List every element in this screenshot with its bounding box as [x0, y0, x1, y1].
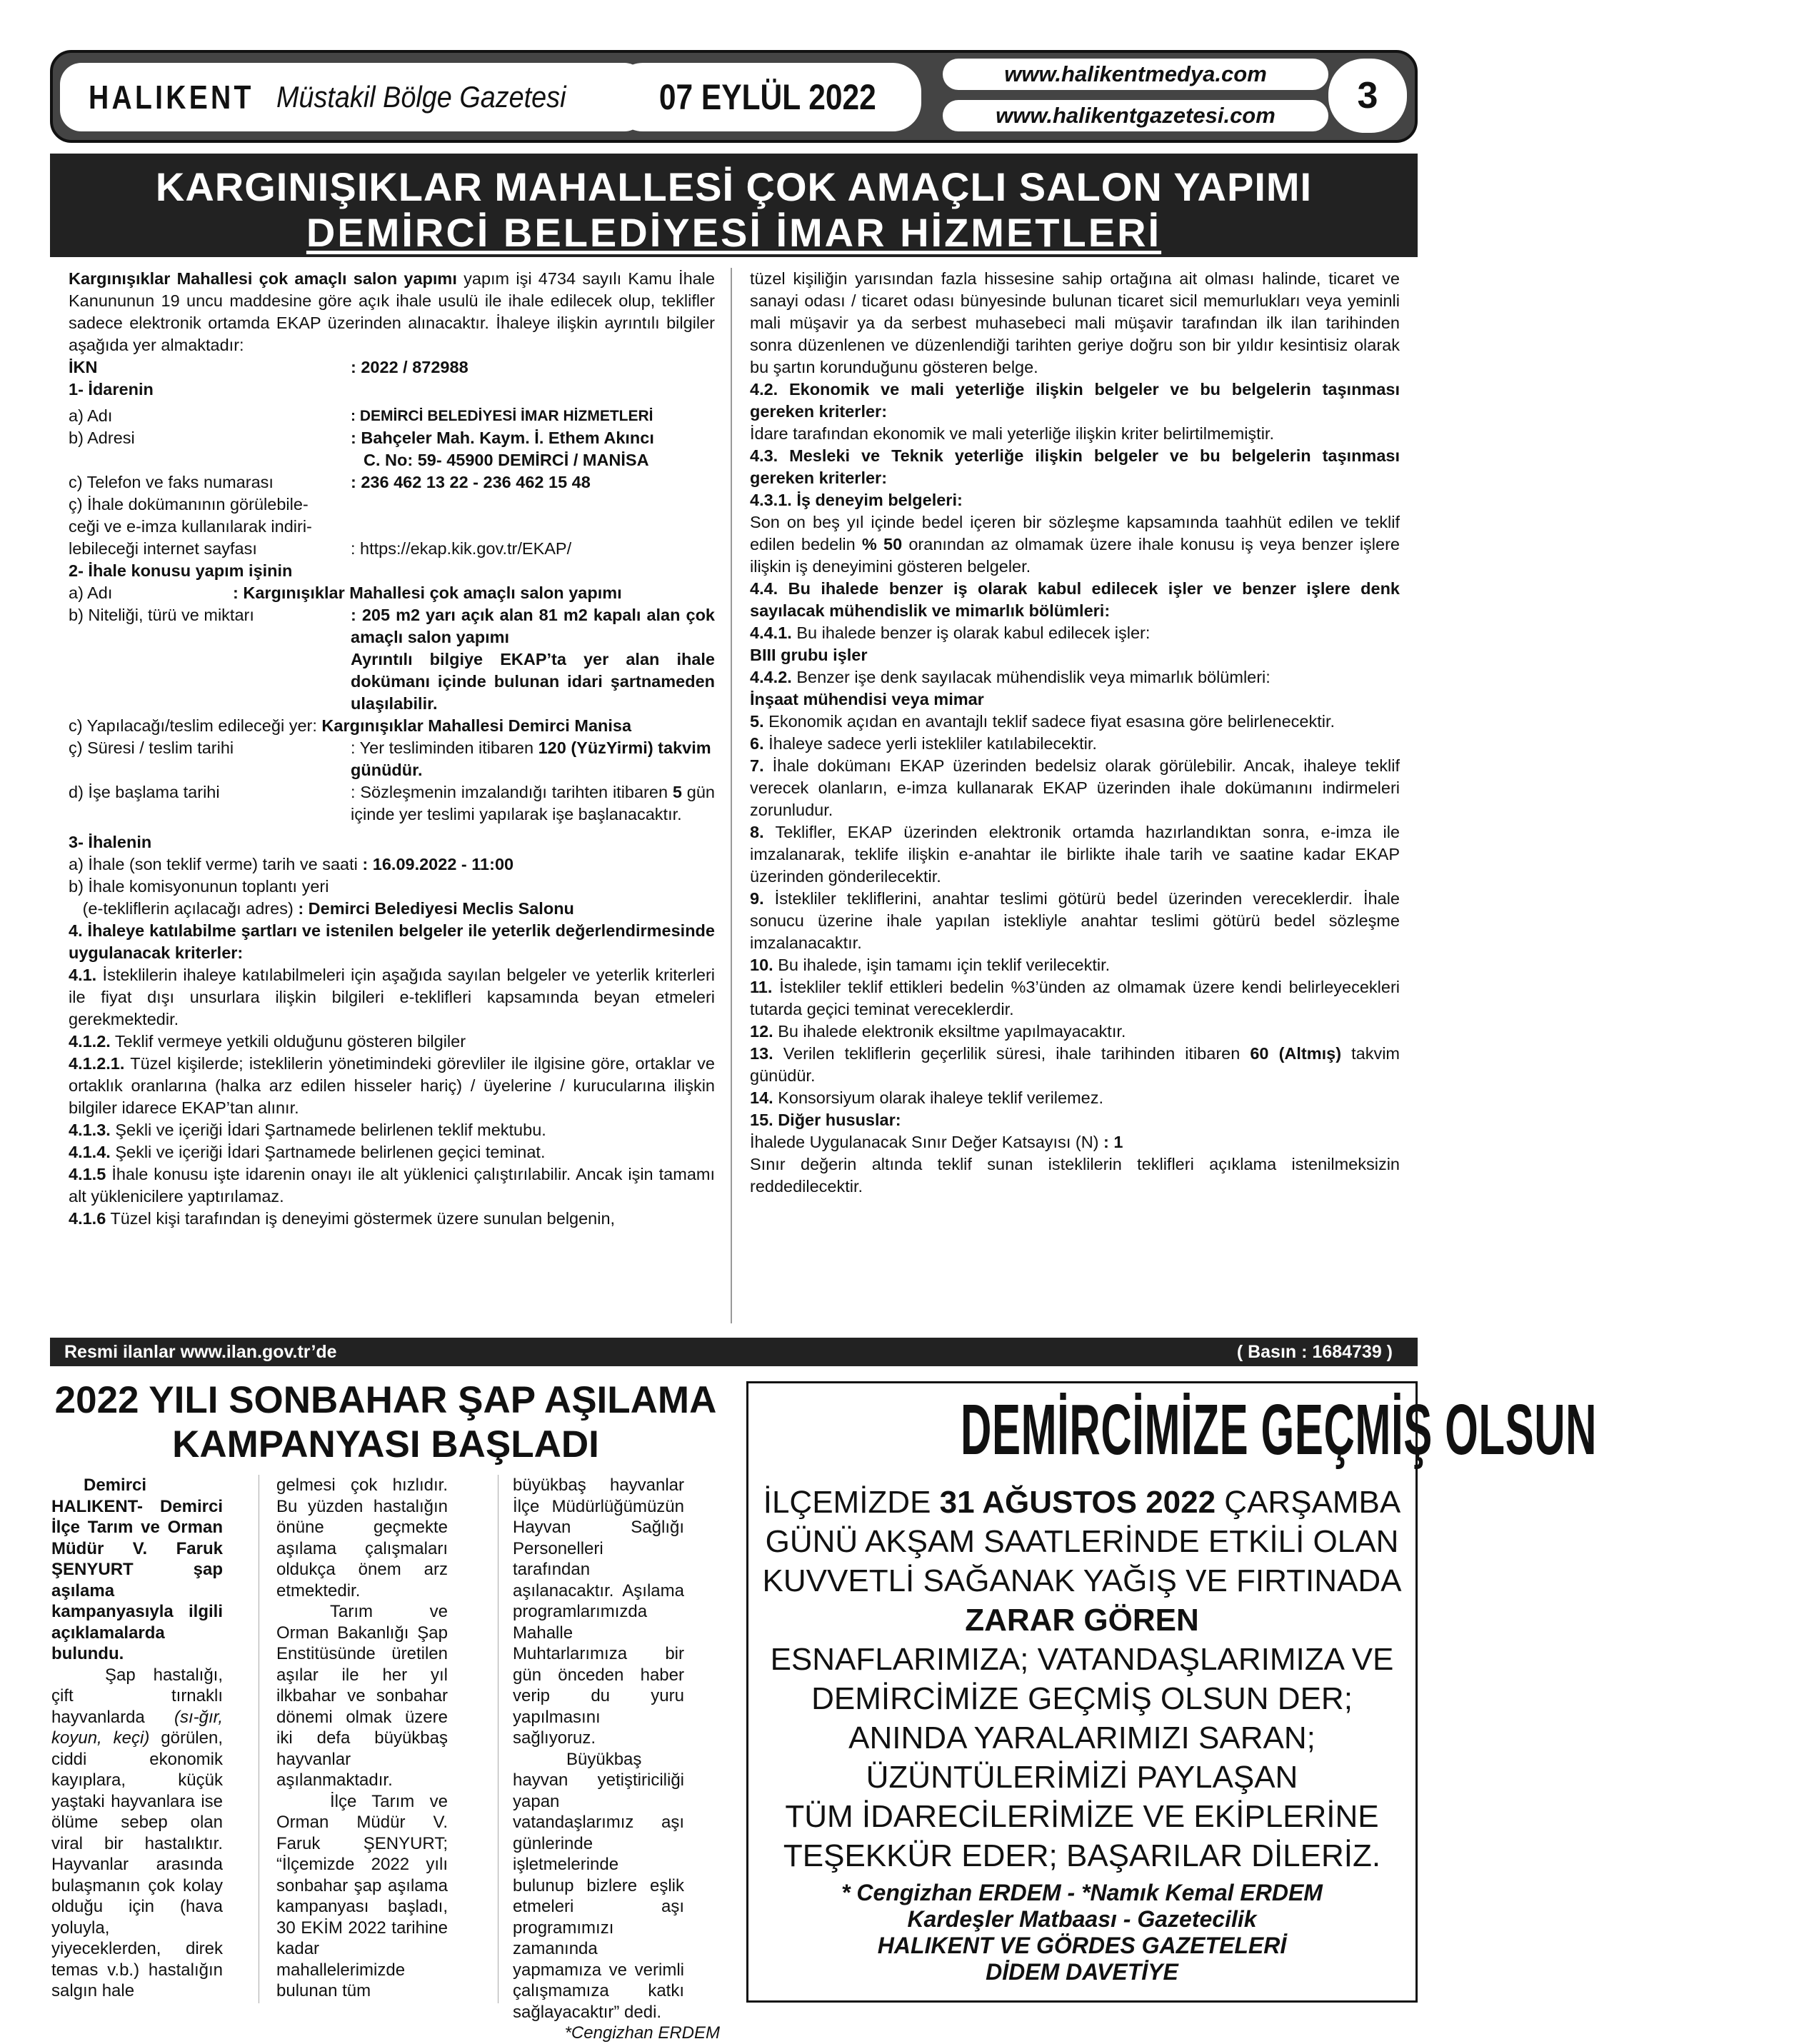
clause: 4.4.1. Bu ihalede benzer iş olarak kabul edilecek işler:: [750, 623, 1151, 642]
info-row: ç) İhale dokümanının görülebile- ceği ve e-imza kullanılarak indiri- lebileceği internet sayfası : https://ekap.kik.gov.tr/EKAP/: [69, 495, 572, 558]
get-well-notice: [746, 1381, 1598, 2003]
ad-headline-banner: [50, 154, 1418, 257]
issue-date: 07 EYLÜL 2022: [614, 63, 921, 131]
section-heading: 4. İhaleye katılabilme şartları ve istenilen belgeler ile yeterlik değerlendirmesinde uygulanacak kriterler:: [69, 921, 715, 962]
clause: 11. İstekliler teklif ettikleri bedelin %3’ünden az olmamak üzere kendi belirleyecekleri tutarda geçici teminat vereceklerdir.: [750, 978, 1400, 1018]
article-paragraph: büyükbaş hayvanlar İlçe Müdürlüğümüzün Hayvan Sağlığı Personelleri tarafından aşılanacaktır. Aşılama programlarımızda Mahalle Muhtarlarımıza bir gün önceden haber verip du yuru yapılmasını sağlıyoruz.: [513, 1476, 684, 1748]
info-row: a) Adı : Kargınışıklar Mahallesi çok amaçlı salon yapımı: [69, 583, 622, 602]
notice-line: ÜZÜNTÜLERİMİZİ PAYLAŞAN: [866, 1760, 1298, 1795]
tender-intro: Kargınışıklar Mahallesi çok amaçlı salon yapımı yapım işi 4734 sayılı Kamu İhale Kanununun 19 uncu maddesine göre açık ihale usulü ile ihale edilecek olup, teklifler sadece elektronik ortamda EKAP üzerinden alınacaktır. İhaleye ilişkin ayrıntılı bilgiler aşağıda yer almaktadır:: [69, 269, 715, 354]
section-heading: 4.3.1. İş deneyim belgeleri:: [750, 491, 963, 509]
clause: 8. Teklifler, EKAP üzerinden elektronik ortamda hazırlandıktan sonra, e-imza ile imzalanarak, teklife ilişkin e-anahtar ile birlikte ihale tarih ve saatine kadar EKAP üzerinden gönderilecektir.: [750, 823, 1400, 886]
info-row: a) İhale (son teklif verme) tarih ve saati : 16.09.2022 - 11:00: [69, 855, 514, 873]
notice-title: DEMİRCİMİZE GEÇMİŞ OLSUN: [961, 1390, 1598, 1470]
clause: İdare tarafından ekonomik ve mali yeterliğe ilişkin kriter belirtilmemiştir.: [750, 424, 1274, 443]
article-paragraph: gelmesi çok hızlıdır. Bu yüzden hastalığın önüne geçmekte aşılama çalışmaları oldukça önem arz etmektedir.: [276, 1476, 448, 1600]
info-row: b) Adresi : Bahçeler Mah. Kaym. İ. Ethem Akıncı C. No: 59- 45900 DEMİRCİ / MANİSA: [69, 429, 654, 469]
notice-line: DEMİRCİMİZE GEÇMİŞ OLSUN DER;: [811, 1681, 1353, 1716]
clause: 5. Ekonomik açıdan en avantajlı teklif sadece fiyat esasına göre belirlenecektir.: [750, 712, 1336, 731]
clause-value: İnşaat mühendisi veya mimar: [750, 690, 984, 708]
clause: 4.1.3. Şekli ve içeriği İdari Şartnamede belirlenen teklif mektubu.: [69, 1121, 546, 1139]
info-row: c) Telefon ve faks numarası : 236 462 13 22 - 236 462 15 48: [69, 473, 591, 491]
article-column-1: [51, 1475, 223, 2002]
section-heading: 1- İdarenin: [69, 380, 154, 399]
ad-footer-bar: [50, 1338, 1418, 1366]
article-lead: Demirci HALIKENT- Demirci İlçe Tarım ve Orman Müdür V. Faruk ŞENYURT şap aşılama kampanyasıyla ilgili açıklamalarda bulundu.: [51, 1476, 223, 1663]
clause: 12. Bu ihalede elektronik eksiltme yapılmayacaktır.: [750, 1022, 1126, 1041]
section-heading: 4.4. Bu ihalede benzer iş olarak kabul edilecek işler ve benzer işlere denk sayılacak mühendislik ve mimarlık bölümleri:: [750, 579, 1400, 620]
notice-line: ZARAR GÖREN: [965, 1603, 1199, 1638]
article-paragraph: İlçe Tarım ve Orman Müdür V. Faruk ŞENYURT; “İlçemizde 2022 yılı sonbahar şap aşılama kampanyası başladı, 30 EKİM 2022 tarihine kadar mahallelerimizde bulunan tüm: [276, 1791, 448, 2000]
clause: Son on beş yıl içinde bedel içeren bir sözleşme kapsamında taahhüt edilen ve teklif edilen bedelin % 50 oranından az olmamak üzere ihale konusu iş veya benzer işlere ilişkin iş deneyimini gösteren belgeler.: [750, 513, 1400, 576]
info-row: a) Adı : DEMİRCİ BELEDİYESİ İMAR HİZMETLERİ: [69, 406, 653, 425]
masthead-content: [50, 50, 1418, 143]
article-author: *Cengizhan ERDEM: [564, 2023, 720, 2043]
press-number: ( Basın : 1684739 ): [1236, 1341, 1393, 1362]
article-paragraph: Büyükbaş hayvan yetiştiriciliği yapan vatandaşlarımız aşı günlerinde işletmelerinde bulunup bizlere eşlik etmeleri aşı programımızı zamanında yapmamıza ve verimli çalışmamıza katkı sağlayacaktır” dedi.: [513, 1749, 684, 2022]
clause: 4.1.6 Tüzel kişi tarafından iş deneyimi göstermek üzere sunulan belgenin,: [69, 1209, 616, 1228]
page-number: 3: [1328, 59, 1407, 133]
info-row: b) Niteliği, türü ve miktarı : 205 m2 yarı açık alan 81 m2 kapalı alan çok amaçlı salon yapımı Ayrıntılı bilgiye EKAP’ta yer alan ihale dokümanı içinde bulunan idari şartnameden ulaşılabilir.: [69, 606, 715, 713]
clause: 4.4.2. Benzer işe denk sayılacak mühendislik veya mimarlık bölümleri:: [750, 668, 1271, 686]
info-row: b) İhale komisyonunun toplantı yeri (e-tekliflerin açılacağı adres) : Demirci Belediyesi Meclis Salonu: [69, 877, 574, 918]
section-heading: 4.3. Mesleki ve Teknik yeterliğe ilişkin belgeler ve bu belgelerin taşınması gereken kriterler:: [750, 446, 1400, 487]
tender-column-left: [69, 268, 715, 1230]
notice-line: KUVVETLİ SAĞANAK YAĞIŞ VE FIRTINADA: [762, 1563, 1402, 1598]
info-row: ç) Süresi / teslim tarihi : Yer tesliminden itibaren 120 (YüzYirmi) takvim günüdür.: [69, 738, 711, 779]
clause: 4.1.5 İhale konusu işte idarenin onayı ile alt yüklenici çalıştırılabilir. Ancak işin tamamı alt yüklenicilere yaptırılamaz.: [69, 1165, 715, 1206]
info-row: d) İşe başlama tarihi : Sözleşmenin imzalandığı tarihten itibaren 5 gün içinde yer teslimi yapılarak işe başlanacaktır.: [69, 783, 715, 823]
article-column-3: [513, 1475, 727, 2044]
clause: 7. İhale dokümanı EKAP üzerinden bedelsiz olarak görülebilir. Ancak, ihaleye teklif verecek olanların, e-imza kullanarak EKAP üzerinden ihale dokümanını indirmeleri zorunludur.: [750, 756, 1400, 819]
clause: 4.1.2.1. Tüzel kişilerde; isteklilerin yönetimindeki görevliler ile ilgisine göre, ortaklar ve ortaklık oranlarına (halka arz edilen hisseler hariç) / üyelerine / kurucularına ilişkin bilgiler idarece EKAP’tan alınır.: [69, 1054, 715, 1117]
article-column-2: [276, 1475, 448, 2002]
clause: Sınır değerin altında teklif sunan isteklilerin teklifleri açıklama istenilmeksizin reddedilecektir.: [750, 1155, 1400, 1196]
clause: 4.1. İsteklilerin ihaleye katılabilmeleri için aşağıda sayılan belgeler ve yeterlik kriterleri ile fiyat dışı unsurlara ilişkin bilgileri e-teklifleri kapsamında beyan etmeleri gerekmektedir.: [69, 966, 715, 1028]
notice-line: TEŞEKKÜR EDER; BAŞARILAR DİLERİZ.: [783, 1838, 1381, 1873]
notice-line: İLÇEMİZDE 31 AĞUSTOS 2022 ÇARŞAMBA: [763, 1485, 1401, 1520]
article-paragraph: Tarım ve Orman Bakanlığı Şap Enstitüsünde üretilen aşılar ile her yıl ilkbahar ve sonbahar dönemi olmak üzere iki defa büyükbaş hayvanlar aşılanmaktadır.: [276, 1602, 448, 1790]
section-heading: 2- İhale konusu yapım işinin: [69, 561, 293, 580]
section-heading: 3- İhalenin: [69, 833, 152, 851]
newspaper-subtitle: Müstakil Bölge Gazetesi: [276, 80, 566, 114]
clause: 14. Konsorsiyum olarak ihaleye teklif verilemez.: [750, 1088, 1104, 1107]
clause: 4.1.2. Teklif vermeye yetkili olduğunu gösteren bilgiler: [69, 1032, 466, 1051]
section-heading: 4.2. Ekonomik ve mali yeterliğe ilişkin belgeler ve bu belgelerin taşınması gereken kriterler:: [750, 380, 1400, 421]
article-paragraph: Şap hastalığı, çift tırnaklı hayvanlarda (sı-ğır, koyun, keçi) görülen, ciddi ekonomik kayıplara, küçük yaştaki hayvanlara ise ölüme sebep olan viral bir hastalıktır. Hayvanlar arasında bulaşmanın çok kolay olduğu için (hava yoluyla, yiyeceklerden, direk temas v.b.) hastalığın salgın hale: [51, 1665, 223, 2000]
official-ads-link[interactable]: Resmi ilanlar www.ilan.gov.tr’de: [64, 1341, 337, 1362]
info-row: c) Yapılacağı/teslim edileceği yer: Kargınışıklar Mahallesi Demirci Manisa: [69, 716, 632, 735]
newspaper-name: HALIKENT: [89, 79, 254, 116]
clause: 13. Verilen tekliflerin geçerlilik süresi, ihale tarihinden itibaren 60 (Altmış) takvim günüdür.: [750, 1044, 1400, 1085]
notice-line: ANINDA YARALARIMIZI SARAN;: [848, 1720, 1316, 1755]
clause: 6. İhaleye sadece yerli istekliler katılabilecektir.: [750, 734, 1097, 753]
notice-line: TÜM İDARECİLERİMİZE VE EKİPLERİNE: [785, 1799, 1379, 1834]
notice-line: ESNAFLARIMIZA; VATANDAŞLARIMIZA VE: [770, 1642, 1394, 1677]
clause: tüzel kişiliğin yarısından fazla hissesine sahip ortağına ait olması halinde, ticaret ve sanayi odası / ticaret odası bünyesinde bulunan ticaret sicil memurlukları veya yeminli mali müşavir ya da serbest muhasebeci mali müşavir tarafından ilk ilan tarihinden sonra düzenlenen ve düzenlendiği tarihten geriye doğru son bir yıldır kesintisiz olarak bu şartın korunduğunu gösteren belge.: [750, 269, 1400, 376]
clause: 9. İstekliler tekliflerini, anahtar teslimi götürü bedel üzerinden vereceklerdir. İhale sonucu üzerine ihale yapılan istekliyle anahtar teslimi götürü bedel sözleşme imzalanacaktır.: [750, 889, 1400, 952]
tender-column-right: [750, 268, 1400, 1198]
clause: İhalede Uygulanacak Sınır Değer Katsayısı (N) : 1: [750, 1133, 1123, 1151]
notice-line: GÜNÜ AKŞAM SAATLERİNDE ETKİLİ OLAN: [765, 1524, 1399, 1559]
article-title: 2022 YILI SONBAHAR ŞAP AŞILAMA KAMPANYASI BAŞLADI: [54, 1379, 717, 1466]
column-divider: [731, 268, 732, 1323]
website-link-media[interactable]: www.halikentmedya.com: [943, 59, 1328, 90]
ikn-row: İKN : 2022 / 872988: [69, 358, 468, 376]
section-heading: 15. Diğer hususlar:: [750, 1111, 901, 1129]
newspaper-brand: [60, 63, 646, 131]
clause: 10. Bu ihalede, işin tamamı için teklif verilecektir.: [750, 956, 1111, 974]
notice-signature: * Cengizhan ERDEM - *Namık Kemal ERDEM Kardeşler Matbaası - Gazetecilik HALIKENT VE GÖRDES GAZETELERİ DİDEM DAVETİYE: [841, 1880, 1323, 1985]
ad-headline: KARGINIŞIKLAR MAHALLESİ ÇOK AMAÇLI SALON YAPIMI: [155, 164, 1313, 209]
clause: 4.1.4. Şekli ve içeriği İdari Şartnamede belirlenen geçici teminat.: [69, 1143, 546, 1161]
clause-value: BIII grubu işler: [750, 646, 868, 664]
website-link-gazette[interactable]: www.halikentgazetesi.com: [943, 100, 1328, 131]
ad-subheadline: DEMİRCİ BELEDİYESİ İMAR HİZMETLERİ: [306, 210, 1162, 255]
